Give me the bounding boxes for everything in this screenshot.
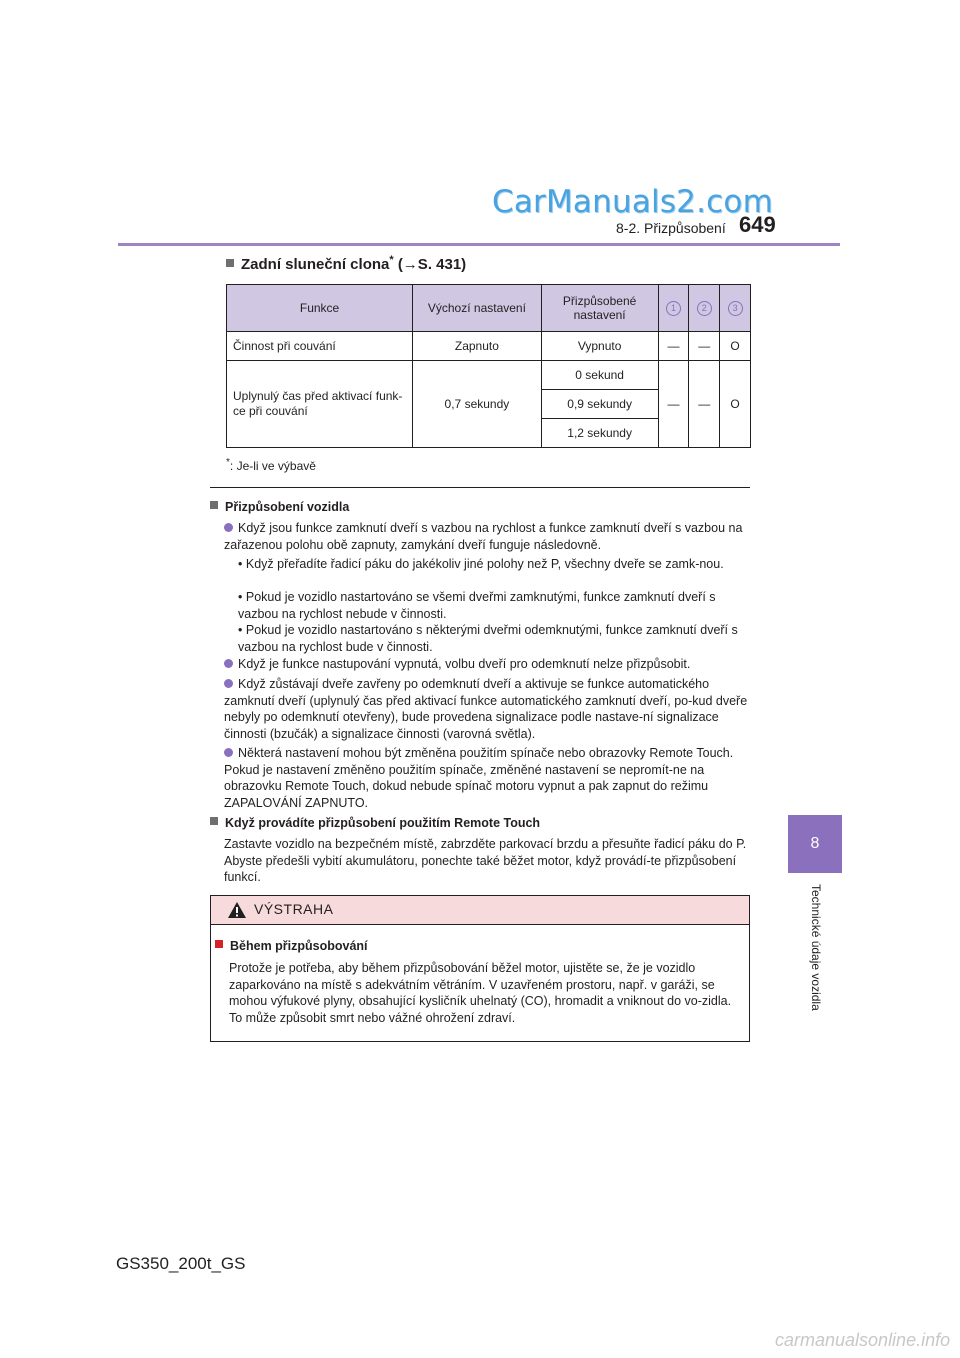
warning-subtitle: Během přizpůsobování xyxy=(230,939,368,953)
sunshade-title: Zadní sluneční clona xyxy=(241,256,390,273)
circle-bullet-icon xyxy=(224,659,233,668)
paragraph-text: Když je funkce nastupování vypnutá, volbu dveří pro odemknutí nelze přizpůsobit. xyxy=(238,657,691,671)
footnote-text: : Je-li ve výbavě xyxy=(229,459,316,473)
square-bullet-icon xyxy=(226,259,234,267)
watermark-logo: CarManuals2.com xyxy=(492,184,773,220)
cell-default: Zapnuto xyxy=(413,332,542,361)
cell-method-3: O xyxy=(720,332,751,361)
dot-bullet-icon: • xyxy=(238,623,243,637)
warning-subheading xyxy=(215,939,368,953)
cell-default: 0,7 sekundy xyxy=(413,361,542,448)
footer-model-code: GS350_200t_GS xyxy=(116,1254,246,1273)
subsection-heading xyxy=(210,816,540,830)
paragraph xyxy=(224,745,750,811)
sub-list-item xyxy=(238,556,750,573)
list-item-text: Když přeřadíte řadicí páku do jakékoliv jiné polohy než P, všechny dveře se zamk-nou. xyxy=(245,557,724,571)
cell-custom: 0,9 sekundy xyxy=(541,390,658,419)
paragraph-text: Některá nastavení mohou být změněna použitím spínače nebo obrazovky Remote Touch. Pokud je nastavení změněno použitím spínače, změněné nastavení se nepromít-ne na obrazovku Remote Touch, dokud nebude spínač motoru vypnut a pak zapnut do režimu ZAPALOVÁNÍ ZAPNUTO. xyxy=(224,746,734,810)
cell-custom: 0 sekund xyxy=(541,361,658,390)
section-title: 8-2. Přizpůsobení xyxy=(616,220,726,236)
square-bullet-icon xyxy=(210,817,218,825)
section-heading-sunshade xyxy=(226,254,466,273)
square-bullet-icon xyxy=(210,501,218,509)
cell-method-1: — xyxy=(658,332,689,361)
cell-method-2: — xyxy=(689,361,720,448)
col-header-method-1 xyxy=(658,285,689,332)
dot-bullet-icon: • xyxy=(238,557,243,571)
sub-list-item xyxy=(238,589,750,622)
circled-3-icon: 3 xyxy=(728,301,743,316)
chapter-title: Technické údaje vozidla xyxy=(809,884,823,1011)
circle-bullet-icon xyxy=(224,748,233,757)
chapter-number: 8 xyxy=(810,835,820,852)
section-divider xyxy=(210,487,750,488)
cell-function: Činnost při couvání xyxy=(227,332,413,361)
footnote-mark: * xyxy=(226,457,230,468)
warning-text: Protože je potřeba, aby během přizpůsobování běžel motor, ujistěte se, že je vozidlo zaparkováno na místě s adekvátním větráním. V uzavřeném prostoru, např. v garáži, se mohou výfukové plyny, obsahující kysličník uhelnatý (CO), hromadit a vniknout do vo-zidla. To může způsobit smrt nebo vážné ohrožení zdraví. xyxy=(229,961,732,1025)
table-row xyxy=(227,361,751,390)
col-header-method-3 xyxy=(720,285,751,332)
dot-bullet-icon: • xyxy=(238,590,243,604)
header-rule xyxy=(118,243,840,246)
list-item-text: Pokud je vozidlo nastartováno s některými dveřmi odemknutými, funkce zamknutí dveří s vazbou na rychlost bude v činnosti. xyxy=(238,623,738,654)
customization-title: Přizpůsobení vozidla xyxy=(225,500,350,514)
footnote xyxy=(226,457,316,473)
cell-method-1: — xyxy=(658,361,689,448)
table-header-row xyxy=(227,285,751,332)
paragraph-text: Když jsou funkce zamknutí dveří s vazbou na rychlost a funkce zamknutí dveří s vazbou na zařazenou polohu obě zapnuty, zamykání dveří funguje následovně. xyxy=(224,521,743,552)
cell-function: Uplynulý čas před aktivací funk-ce při couvání xyxy=(227,361,413,448)
col-header-custom: Přizpůsobené nastavení xyxy=(541,285,658,332)
page-number: 649 xyxy=(739,212,776,237)
footer-site-mark: carmanualsonline.info xyxy=(775,1330,951,1350)
paragraph-text: Když zůstávají dveře zavřeny po odemknutí dveří a aktivuje se funkce automatického zamknutí dveří (uplynulý čas před aktivací funkce automatického zamknutí dveří, po-kud dveře nebyly po odemknutí otevřeny), bude provedena signalizace podle nastave-ní signalizace činnosti (bzučák) a signalizace činnosti (varovná světla). xyxy=(224,677,748,741)
paragraph xyxy=(224,676,750,742)
circled-1-icon: 1 xyxy=(666,301,681,316)
col-header-method-2 xyxy=(689,285,720,332)
paragraph xyxy=(224,656,750,673)
red-square-bullet-icon xyxy=(215,940,223,948)
col-header-default: Výchozí nastavení xyxy=(413,285,542,332)
page-reference-link[interactable]: (→S. 431) xyxy=(397,256,467,273)
warning-title: VÝSTRAHA xyxy=(254,901,334,917)
list-item-text: Pokud je vozidlo nastartováno se všemi dveřmi zamknutými, funkce zamknutí dveří s vazbou na rychlost nebude v činnosti. xyxy=(238,590,716,621)
settings-table xyxy=(226,284,751,448)
sub-list-item xyxy=(238,622,750,655)
remote-touch-title: Když provádíte přizpůsobení použitím Remote Touch xyxy=(225,816,541,830)
cell-custom: Vypnuto xyxy=(541,332,658,361)
cell-method-3: O xyxy=(720,361,751,448)
col-header-function: Funkce xyxy=(227,285,413,332)
cell-method-2: — xyxy=(689,332,720,361)
paragraph: Zastavte vozidlo na bezpečném místě, zabrzděte parkovací brzdu a přesuňte řadicí páku do P. Abyste předešli vybití akumulátoru, ponechte také běžet motor, když provádí-te přizpůsobení funkcí. xyxy=(224,837,747,884)
subsection-heading xyxy=(210,500,349,514)
warning-triangle-icon xyxy=(227,901,247,924)
paragraph xyxy=(224,520,750,553)
table-row xyxy=(227,332,751,361)
cell-custom: 1,2 sekundy xyxy=(541,419,658,448)
circled-2-icon: 2 xyxy=(697,301,712,316)
asterisk-mark: * xyxy=(389,254,394,266)
circle-bullet-icon xyxy=(224,679,233,688)
circle-bullet-icon xyxy=(224,523,233,532)
